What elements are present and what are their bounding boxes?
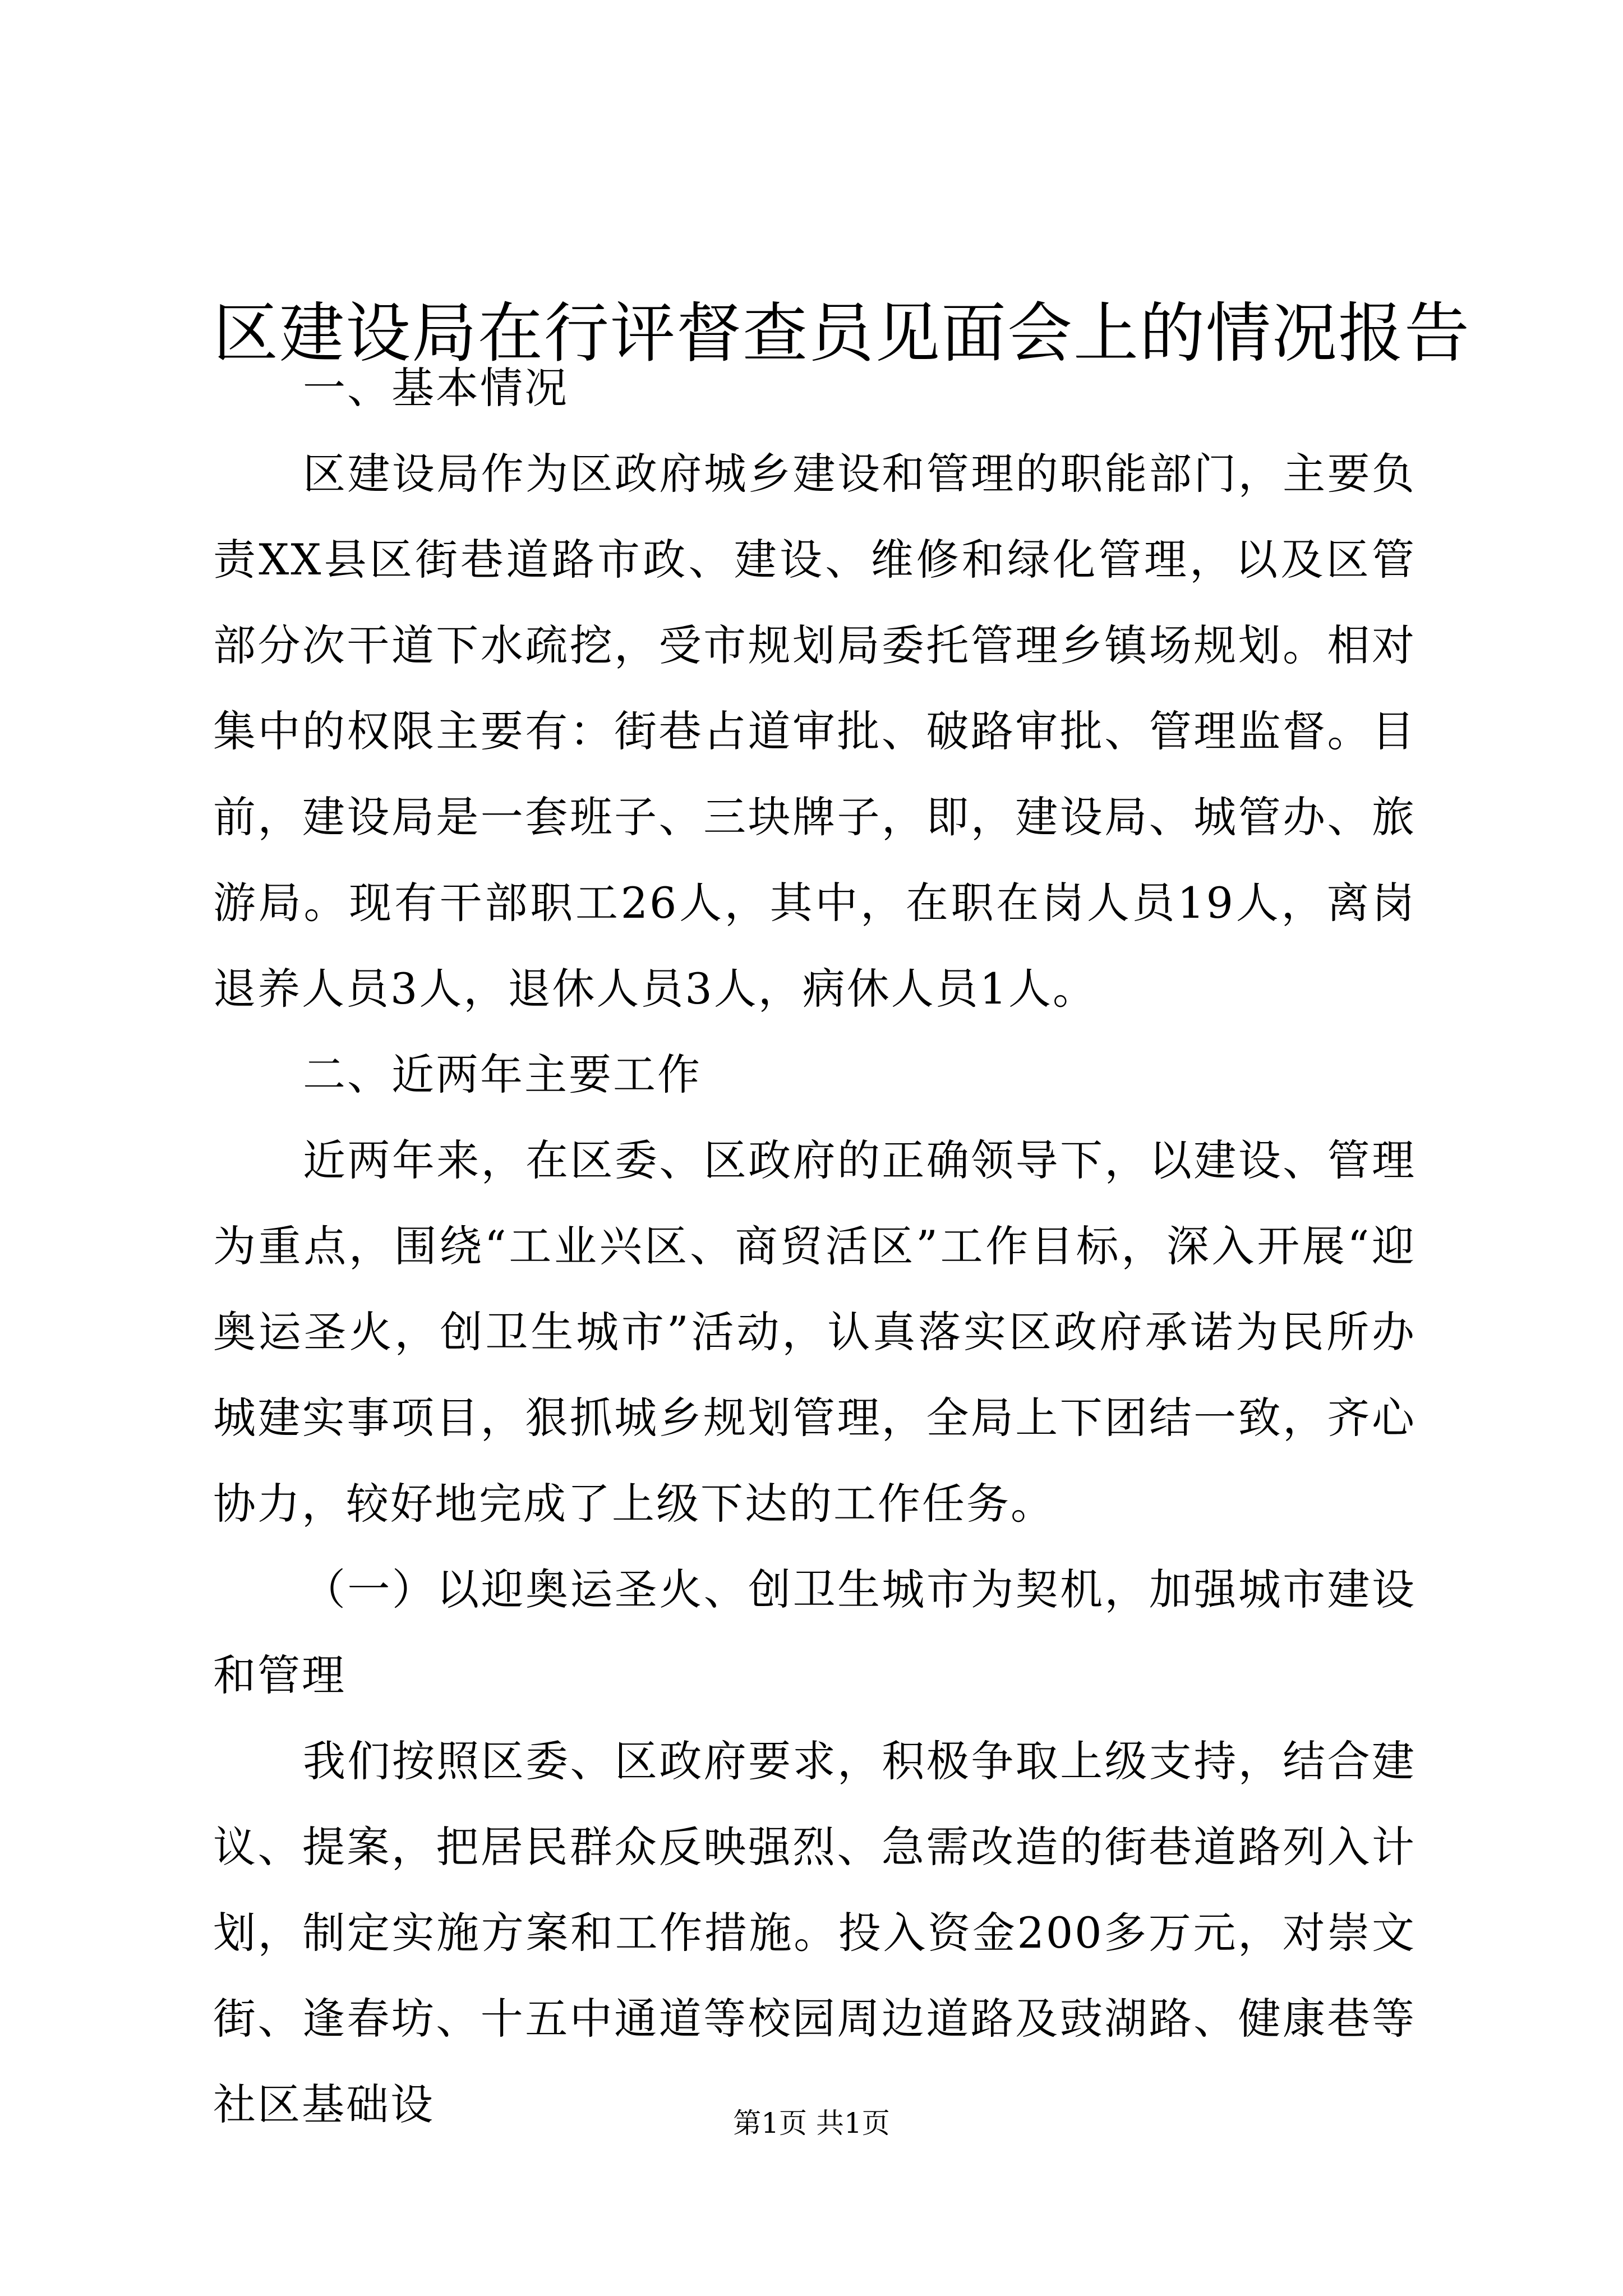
body-paragraph: 我们按照区委、区政府要求，积极争取上级支持，结合建议、提案，把居民群众反映强烈、急需改造的街巷道路列入计划，制定实施方案和工作措施。投入资金200多万元，对崇文街、逢春坊、十五中通道等校园周边道路及豉湖路、健康巷等社区基础设 (213, 1736, 1416, 2129)
page-footer: 第1页 共1页 (733, 2107, 890, 2139)
subsection-heading: （一）以迎奥运圣火、创卫生城市为契机，加强城市建设和管理 (213, 1565, 1416, 1700)
page-title: 区建设局在行评督查员见面会上的情况报告 (213, 296, 1470, 371)
body-paragraph: 近两年来，在区委、区政府的正确领导下，以建设、管理为重点，围绕“工业兴区、商贸活区”工作目标，深入开展“迎奥运圣火，创卫生城市”活动，认真落实区政府承诺为民所办城建实事项目，狠抓城乡规划管理，全局上下团结一致，齐心协力，较好地完成了上级下达的工作任务。 (213, 1135, 1416, 1529)
section-heading: 一、基本情况 (303, 363, 569, 413)
document-body (213, 345, 1416, 2147)
body-paragraph: 区建设局作为区政府城乡建设和管理的职能部门，主要负责XX县区街巷道路市政、建设、维修和绿化管理，以及区管部分次干道下水疏挖，受市规划局委托管理乡镇场规划。相对集中的权限主要有：街巷占道审批、破路审批、管理监督。目前，建设局是一套班子、三块牌子，即，建设局、城管办、旅游局。现有干部职工26人，其中，在职在岗人员19人，离岗退养人员3人，退休人员3人，病休人员1人。 (213, 449, 1416, 1014)
section-heading: 二、近两年主要工作 (303, 1050, 702, 1099)
